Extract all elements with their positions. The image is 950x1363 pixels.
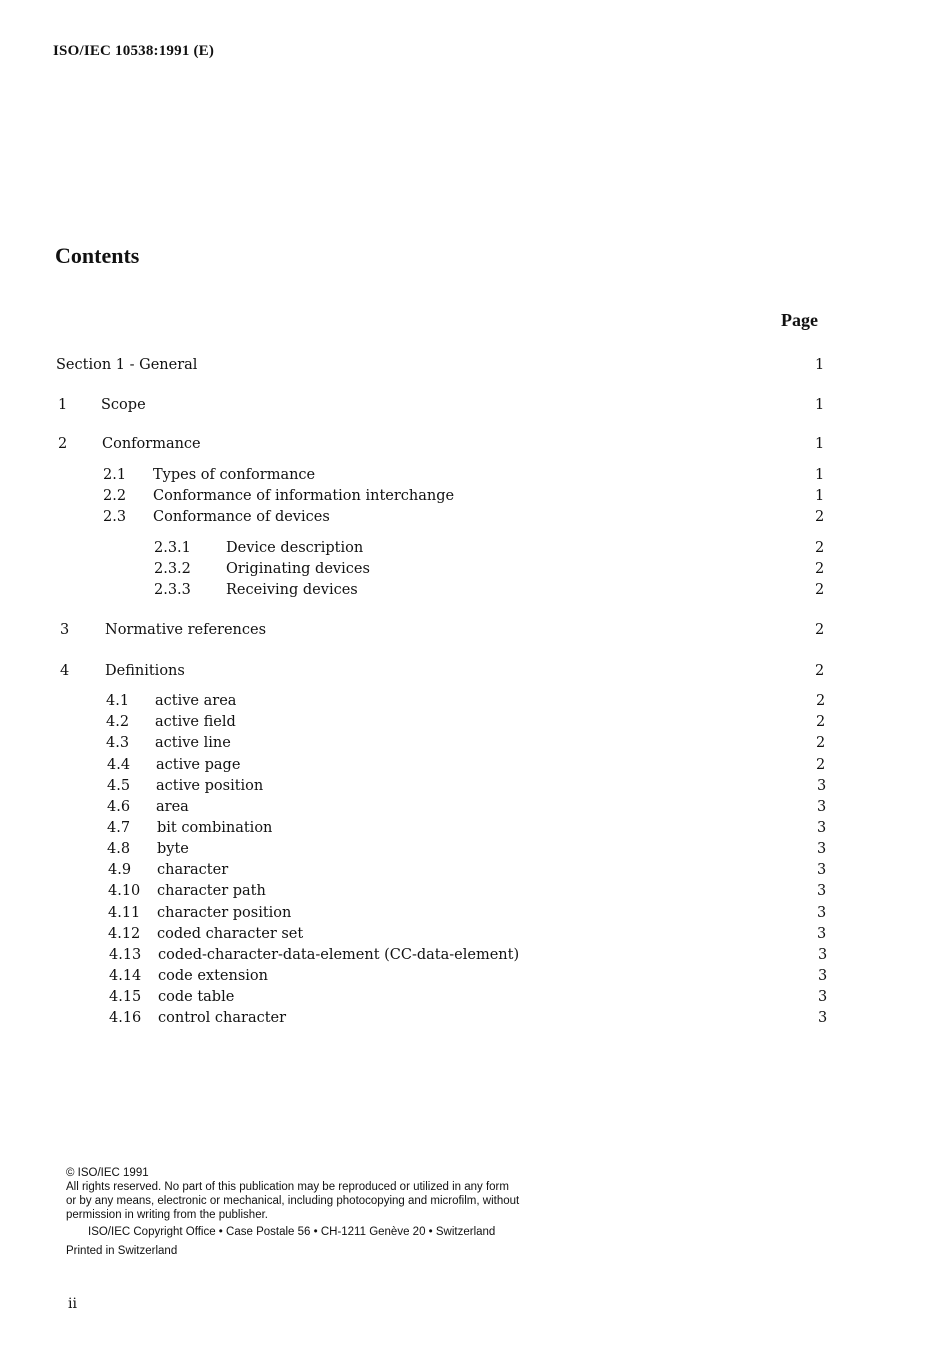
toc-entry-number: 4.11: [108, 905, 141, 921]
toc-entry[interactable]: [0, 945, 950, 965]
toc-entry-page: 1: [815, 467, 825, 483]
printed-line: Printed in Switzerland: [66, 1245, 178, 1257]
document-id: ISO/IEC 10538:1991 (E): [53, 43, 215, 59]
toc-entry-number: 1: [58, 397, 68, 413]
toc-entry-label: code extension: [158, 968, 268, 984]
toc-entry[interactable]: [0, 860, 950, 880]
copyright-block: [66, 1166, 519, 1258]
toc-entry-label: active position: [156, 778, 264, 794]
toc-entry-label: Conformance of information interchange: [153, 488, 455, 504]
toc-entry-page: 2: [815, 540, 825, 556]
rights-line-3: permission in writing from the publisher.: [66, 1209, 268, 1221]
toc-entry[interactable]: [0, 797, 950, 817]
toc-entry-label: Normative references: [105, 622, 267, 638]
toc-entry-page: 3: [817, 841, 827, 857]
toc-entry-page: 2: [816, 757, 826, 773]
toc-entry-number: 4.1: [106, 693, 130, 709]
toc-entry-number: 4.10: [108, 883, 141, 899]
toc-entry-number: 4.7: [107, 820, 131, 836]
toc-entry[interactable]: [0, 966, 950, 986]
toc-entry[interactable]: [0, 355, 950, 375]
toc-entry[interactable]: [0, 903, 950, 923]
toc-entry[interactable]: [0, 434, 950, 454]
toc-entry-number: 4.5: [107, 778, 131, 794]
toc-entry-page: 2: [815, 582, 825, 598]
toc-entry-label: Definitions: [105, 663, 185, 679]
toc-entry[interactable]: [0, 733, 950, 753]
toc-entry-page: 3: [817, 820, 827, 836]
toc-entry[interactable]: [0, 538, 950, 558]
toc-entry-page: 1: [815, 488, 825, 504]
toc-entry-number: 2.1: [103, 467, 127, 483]
toc-entry[interactable]: [0, 755, 950, 775]
toc-entry-number: 2.3.2: [154, 561, 191, 577]
toc-entry-label: control character: [158, 1010, 287, 1026]
toc-entry-label: character path: [157, 883, 266, 899]
toc-entry-page: 3: [818, 968, 828, 984]
toc-entry-page: 3: [817, 862, 827, 878]
toc-entry-label: bit combination: [157, 820, 273, 836]
toc-entry-label: coded character set: [157, 926, 304, 942]
toc-entry[interactable]: [0, 620, 950, 640]
toc-entry-label: active area: [155, 693, 237, 709]
toc-entry-label: Device description: [226, 540, 364, 556]
toc-entry-number: 4: [60, 663, 70, 679]
toc-entry-number: 4.14: [109, 968, 142, 984]
toc-entry-number: 4.4: [107, 757, 131, 773]
toc-entry-number: 2.3.3: [154, 582, 191, 598]
toc-entry-page: 3: [818, 989, 828, 1005]
toc-entry-page: 2: [815, 622, 825, 638]
toc-entry[interactable]: [0, 712, 950, 732]
toc-entry-page: 3: [817, 778, 827, 794]
toc-entry-page: 2: [815, 509, 825, 525]
toc-entry-label: active line: [155, 735, 231, 751]
toc-entry-number: 4.9: [108, 862, 132, 878]
toc-entry-number: 2.3.1: [154, 540, 191, 556]
toc-entry[interactable]: [0, 465, 950, 485]
toc-entry-page: 2: [815, 663, 825, 679]
toc-entry-number: 4.2: [106, 714, 130, 730]
toc-entry-page: 2: [815, 561, 825, 577]
toc-entry-label: Section 1 - General: [56, 357, 198, 373]
toc-entry-number: 4.16: [109, 1010, 142, 1026]
toc-entry-label: byte: [157, 841, 189, 857]
toc-entry-page: 3: [818, 947, 828, 963]
toc-entry-page: 3: [817, 883, 827, 899]
toc-entry-number: 3: [60, 622, 70, 638]
toc-entry-number: 4.12: [108, 926, 141, 942]
toc-entry-label: active field: [155, 714, 236, 730]
toc-entry[interactable]: [0, 839, 950, 859]
copyright-line: © ISO/IEC 1991: [66, 1167, 149, 1179]
toc-entry-label: code table: [158, 989, 235, 1005]
toc-entry-page: 2: [816, 714, 826, 730]
page-number: ii: [68, 1296, 77, 1312]
toc-entry-page: 3: [818, 1010, 828, 1026]
toc-entry[interactable]: [0, 987, 950, 1007]
toc-entry-number: 4.3: [106, 735, 130, 751]
toc-entry-number: 4.6: [107, 799, 131, 815]
toc-entry-number: 2: [58, 436, 68, 452]
toc-entry-label: character position: [157, 905, 292, 921]
toc-entry[interactable]: [0, 776, 950, 796]
toc-entry-label: Originating devices: [226, 561, 370, 577]
toc-entry-page: 1: [815, 397, 825, 413]
toc-entry[interactable]: [0, 881, 950, 901]
toc-entry-page: 3: [817, 926, 827, 942]
toc-entry-label: Conformance of devices: [153, 509, 330, 525]
toc-entry-label: Scope: [101, 397, 146, 413]
toc-entry-number: 2.2: [103, 488, 127, 504]
toc-entry-page: 1: [815, 357, 825, 373]
page-title: Contents: [55, 243, 140, 268]
toc-entry-page: 3: [817, 905, 827, 921]
toc-entry-number: 4.8: [107, 841, 131, 857]
rights-line-1: All rights reserved. No part of this publication may be reproduced or utilized in any form: [66, 1181, 509, 1193]
toc-entry-page: 3: [817, 799, 827, 815]
toc-entry-number: 2.3: [103, 509, 127, 525]
toc-entry-number: 4.15: [109, 989, 142, 1005]
toc-entry-label: area: [156, 799, 189, 815]
toc-entry-label: character: [157, 862, 229, 878]
toc-entry[interactable]: [0, 818, 950, 838]
toc-entry[interactable]: [0, 924, 950, 944]
toc-entry[interactable]: [0, 1008, 950, 1028]
toc-entry[interactable]: [0, 486, 950, 506]
rights-line-2: or by any means, electronic or mechanical, including photocopying and microfilm, without: [66, 1195, 520, 1207]
toc-entry-number: 4.13: [109, 947, 142, 963]
publisher-address: ISO/IEC Copyright Office • Case Postale 56 • CH-1211 Genève 20 • Switzerland: [88, 1226, 496, 1238]
toc-entry-label: coded-character-data-element (CC-data-element): [158, 947, 520, 963]
page-column-heading: Page: [781, 310, 818, 330]
toc-entry-label: Types of conformance: [153, 467, 316, 483]
toc-entry-page: 2: [816, 693, 826, 709]
toc-entry-page: 1: [815, 436, 825, 452]
toc-entry[interactable]: [0, 395, 950, 415]
toc-entry[interactable]: [0, 559, 950, 579]
toc-entry[interactable]: [0, 580, 950, 600]
toc-entry[interactable]: [0, 661, 950, 681]
toc-entry-label: active page: [156, 757, 241, 773]
toc-entry-label: Conformance: [102, 436, 201, 452]
toc-entry[interactable]: [0, 507, 950, 527]
toc-entry-label: Receiving devices: [226, 582, 358, 598]
toc-entry-page: 2: [816, 735, 826, 751]
toc-entry[interactable]: [0, 691, 950, 711]
